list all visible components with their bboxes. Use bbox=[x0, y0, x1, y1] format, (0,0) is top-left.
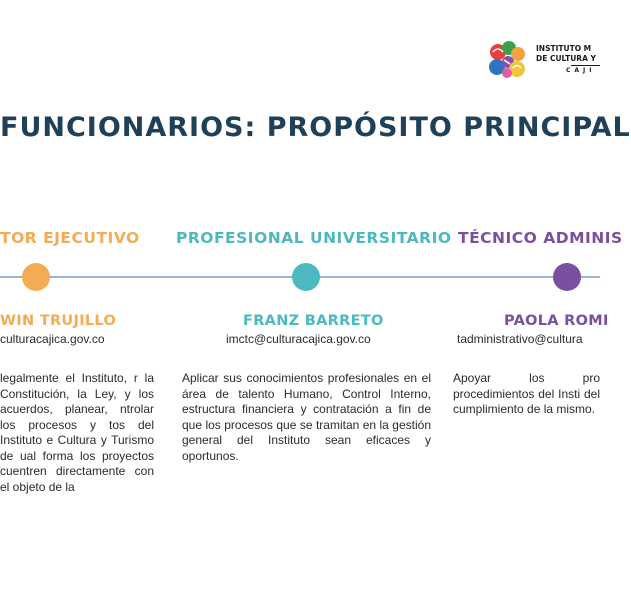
official-email-2: imctc@culturacajica.gov.co bbox=[226, 332, 371, 346]
page-title: FUNCIONARIOS: PROPÓSITO PRINCIPAL bbox=[0, 112, 631, 143]
institute-logo-icon bbox=[487, 40, 527, 80]
institute-logo-text bbox=[536, 44, 616, 74]
logo-divider bbox=[571, 65, 600, 66]
official-name-1: WIN TRUJILLO bbox=[0, 313, 117, 329]
logo-line-1: INSTITUTO M bbox=[536, 44, 592, 53]
official-email-3: tadministrativo@cultura bbox=[457, 332, 583, 346]
timeline-dot-2 bbox=[292, 263, 320, 291]
official-name-2: FRANZ BARRETO bbox=[243, 313, 384, 329]
role-description-2: Aplicar sus conocimientos profesionales en el área de talento Humano, Control Interno, estructura financiera y contratación a fin de que los procesos que se tramitan en la gestión general del Instituto sean eficaces y oportunos. bbox=[182, 371, 431, 463]
logo-line-3: CAJI bbox=[566, 67, 596, 74]
timeline-dot-1 bbox=[22, 263, 50, 291]
timeline-dot-3 bbox=[553, 263, 581, 291]
logo-line-2: DE CULTURA Y bbox=[536, 54, 596, 63]
role-description-1: legalmente el Instituto, r la Constitución, la Ley, y los acuerdos, planear, ntrolar los procesos y tos del Instituto e Cultura y Turismo de ual forma los proyectos cuentren directamente con el objeto de la bbox=[0, 371, 154, 494]
official-name-3: PAOLA ROMI bbox=[504, 313, 609, 329]
role-title-3: TÉCNICO ADMINIS bbox=[458, 229, 623, 247]
role-description-3: Apoyar los pro procedimientos del Insti del cumplimiento de la mismo. bbox=[453, 371, 600, 416]
official-email-1: culturacajica.gov.co bbox=[0, 332, 105, 346]
role-title-1: TOR EJECUTIVO bbox=[0, 229, 140, 247]
role-title-2: PROFESIONAL UNIVERSITARIO bbox=[176, 229, 452, 247]
